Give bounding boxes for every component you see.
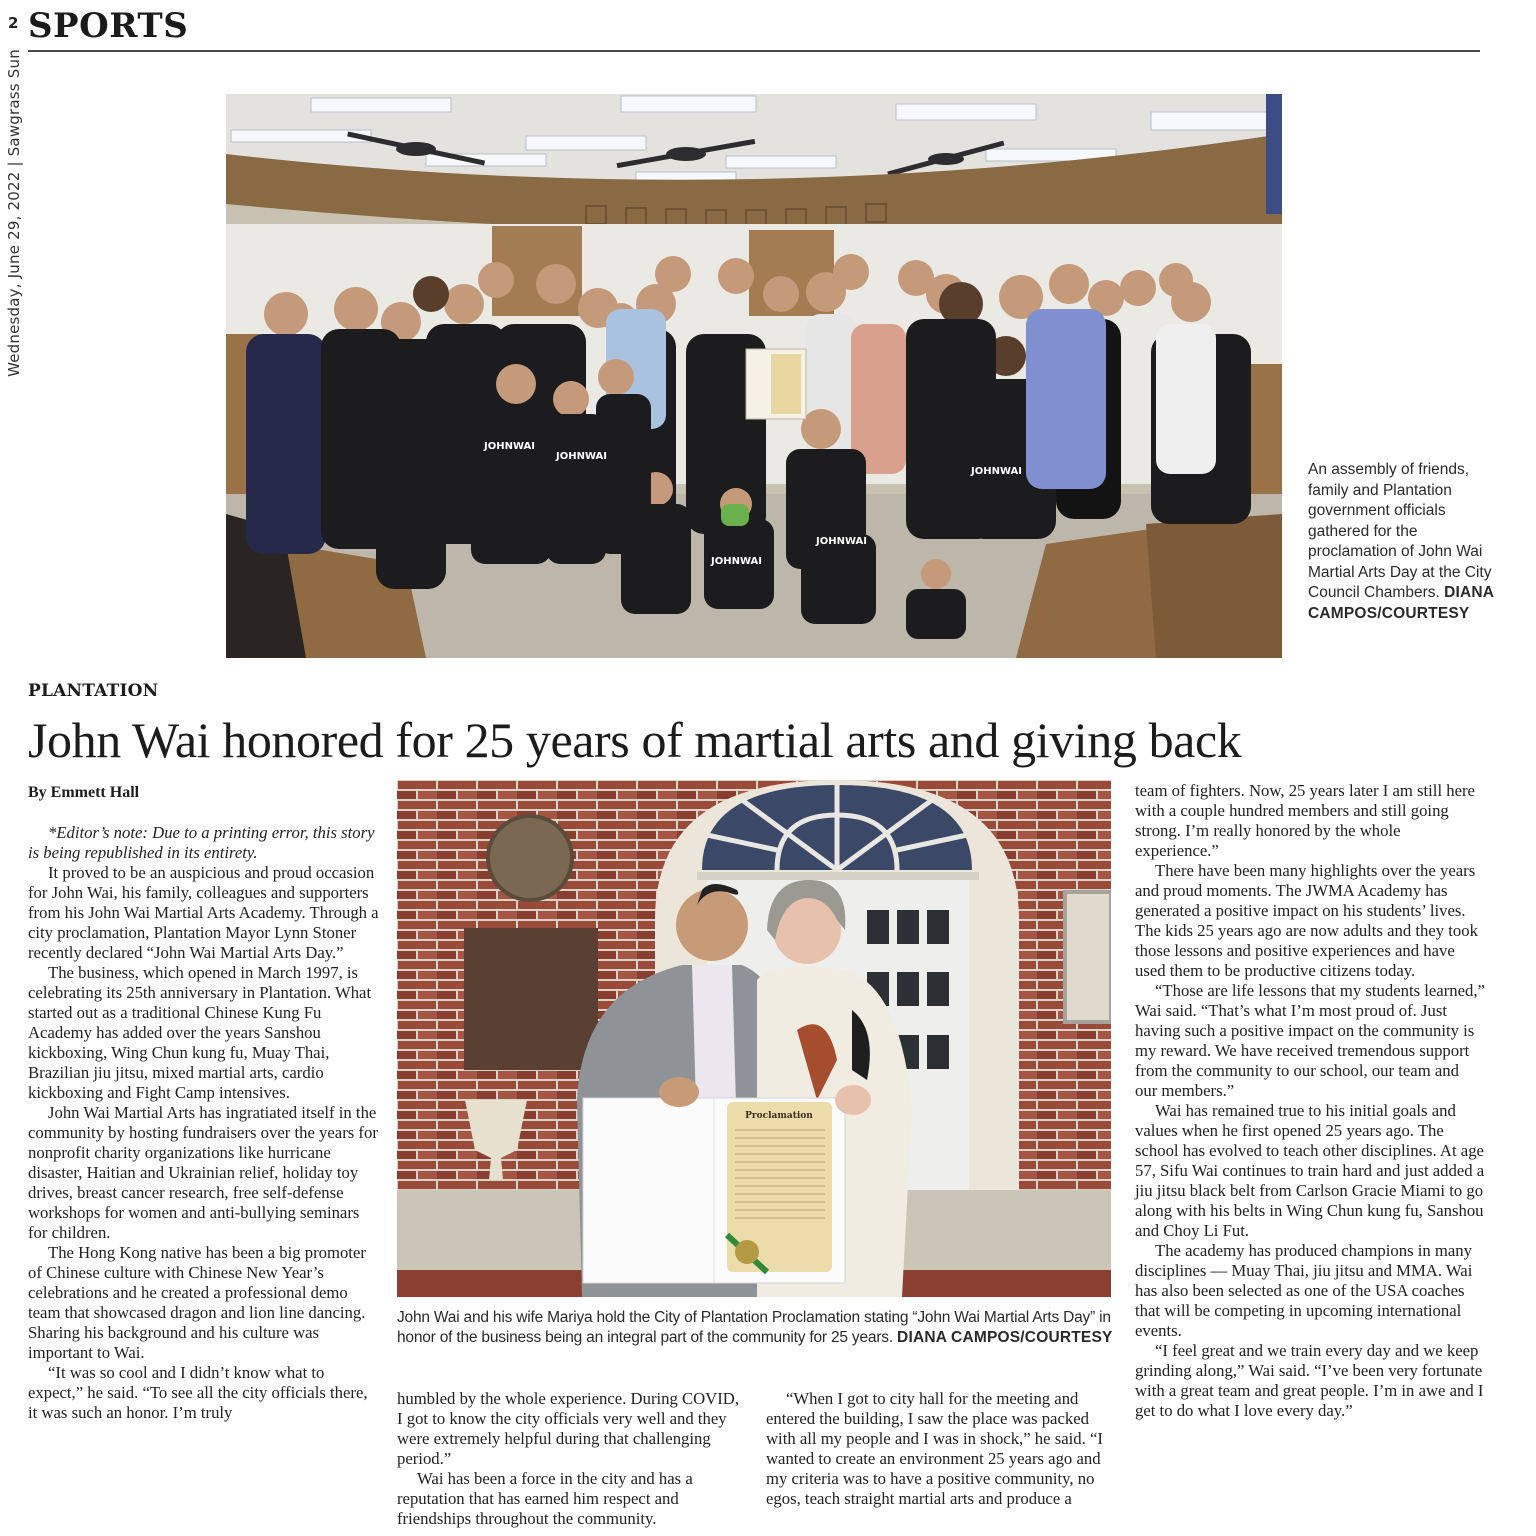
proclamation-photo xyxy=(397,780,1111,1297)
top-photo-caption-text: An assembly of friends, family and Plantation government officials gathered for the proclamation of John Wai Martial Arts Day at the City Council Chambers. xyxy=(1308,461,1492,601)
article-column-2 xyxy=(397,1389,745,1529)
group-photo-illustration xyxy=(226,94,1282,658)
section-title: SPORTS xyxy=(28,6,189,46)
paragraph: There have been many highlights over the years and proud moments. The JWMA Academy has generated a positive impact on his students’ lives. The kids 25 years ago are now adults and they took those lessons and positive experiences and have used them to be productive citizens today. xyxy=(1135,861,1478,980)
paragraph: The academy has produced champions in many disciplines — Muay Thai, jiu jitsu and MMA. Wai has also been selected as one of the USA coaches that will be competing in upcoming international events. xyxy=(1135,1241,1473,1340)
page-number: 2 xyxy=(8,14,19,32)
paragraph: John Wai Martial Arts has ingratiated itself in the community by hosting fundraisers over the years for nonprofit charity organizations like hurricane disaster, Haitian and Ukrainian relief, holiday toy drives, breast cancer research, free self-defense workshops for women and anti-bullying seminars for children. xyxy=(28,1103,378,1242)
svg-text:JOHNWAI: JOHNWAI xyxy=(711,556,763,567)
top-photo-credit: DIANA CAMPOS/COURTESY xyxy=(1308,584,1494,622)
proclamation-photo-credit: DIANA CAMPOS/COURTESY xyxy=(897,1329,1113,1346)
svg-text:JOHNWAI: JOHNWAI xyxy=(484,441,536,452)
svg-text:JOHNWAI: JOHNWAI xyxy=(816,536,868,547)
article-byline: By Emmett Hall xyxy=(28,784,140,801)
group-photo xyxy=(226,94,1282,658)
section-rule xyxy=(28,50,1480,52)
svg-text:JOHNWAI: JOHNWAI xyxy=(556,451,608,462)
paragraph: humbled by the whole experience. During COVID, I got to know the city officials very well and they were extremely helpful during that challenging period.” xyxy=(397,1389,740,1468)
svg-text:JOHNWAI: JOHNWAI xyxy=(971,466,1023,477)
top-photo-caption xyxy=(1308,460,1498,624)
editors-note: *Editor’s note: Due to a printing error, this story is being republished in its entirety. xyxy=(28,823,375,862)
proclamation-photo-caption xyxy=(397,1308,1113,1348)
paragraph: “I feel great and we train every day and we keep grinding along,” Wai said. “I’ve been very fortunate with a great team and great people. I’m in awe and I get to do what I love every day.” xyxy=(1135,1341,1484,1420)
paragraph: team of fighters. Now, 25 years later I am still here with a couple hundred members and still going strong. I’m really honored by the whole experience.” xyxy=(1135,781,1475,860)
date-publication-text: Wednesday, June 29, 2022 | Sawgrass Sun xyxy=(5,48,23,377)
paragraph: “It was so cool and I didn’t know what to expect,” he said. “To see all the city officials there, it was such an honor. I’m truly xyxy=(28,1363,368,1422)
paragraph: Wai has been a force in the city and has a reputation that has earned him respect and friendships throughout the community. xyxy=(397,1469,693,1528)
article-column-3 xyxy=(766,1389,1112,1509)
paragraph: “Those are life lessons that my students learned,” Wai said. “That’s what I’m most proud of. Just having such a positive impact on the community is my reward. We have received tremendous support from the community to our school, our team and our members.” xyxy=(1135,981,1485,1100)
proclamation-photo-caption-text: John Wai and his wife Mariya hold the City of Plantation Proclamation stating “John Wai Martial Arts Day” in honor of the business being an integral part of the community for 25 years. xyxy=(397,1309,1111,1346)
paragraph: The Hong Kong native has been a big promoter of Chinese culture with Chinese New Year’s celebrations and he created a professional demo team that showcased dragon and lion line dancing. Sharing his background and his culture was important to Wai. xyxy=(28,1243,366,1362)
proclamation-title: Proclamation xyxy=(745,1111,813,1121)
article-column-1 xyxy=(28,823,380,1423)
article-kicker: PLANTATION xyxy=(28,681,159,701)
date-publication-rail xyxy=(2,40,26,385)
article-column-4 xyxy=(1135,781,1485,1421)
article-headline: John Wai honored for 25 years of martial arts and giving back xyxy=(28,712,1242,768)
paragraph: “When I got to city hall for the meeting and entered the building, I saw the place was packed with all my people and I was in shock,” he said. “I wanted to create an environment 25 years ago and my criteria was to have a positive community, no egos, teach straight martial arts and produce a xyxy=(766,1389,1103,1508)
proclamation-photo-illustration xyxy=(397,780,1111,1297)
paragraph: Wai has remained true to his initial goals and values when he first opened 25 years ago. The school has evolved to teach other disciplines. At age 57, Sifu Wai continues to train hard and just added a jiu jitsu black belt from Carlson Gracie Miami to go along with his belts in Wing Chun kung fu, Sanshou and Choy Li Fut. xyxy=(1135,1101,1485,1240)
paragraph: The business, which opened in March 1997, is celebrating its 25th anniversary in Plantation. What started out as a traditional Chinese Kung Fu Academy has added over the years Sanshou kickboxing, Wing Chun kung fu, Muay Thai, Brazilian jiu jitsu, mixed martial arts, cardio kickboxing and Fight Camp intensives. xyxy=(28,963,372,1102)
paragraph: It proved to be an auspicious and proud occasion for John Wai, his family, colleagues and supporters from his John Wai Martial Arts Academy. Through a city proclamation, Plantation Mayor Lynn Stoner recently declared “John Wai Martial Arts Day.” xyxy=(28,863,379,962)
